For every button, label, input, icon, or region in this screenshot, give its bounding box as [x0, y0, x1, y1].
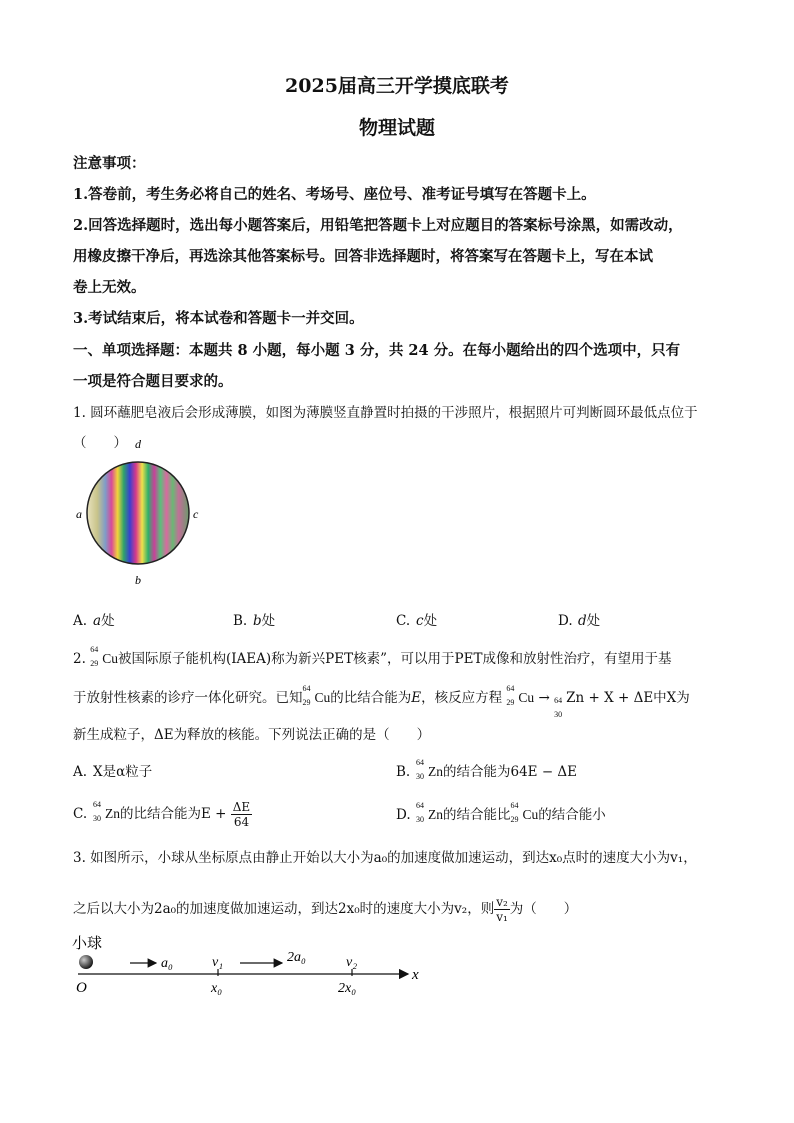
q3-motion-figure [68, 930, 428, 1000]
q1-label-d: d [135, 437, 141, 451]
q3-ratio-fraction: $\frac{\text{v₂}}{\text{v₁}}$ [496, 895, 508, 924]
q2-option-a[interactable]: A. X是α粒子 [73, 764, 153, 780]
q2-option-d[interactable]: D. 64 30 Zn的结合能比 64 29 Cu的结合能小 [396, 801, 606, 824]
q1-interference-figure [72, 434, 212, 594]
q2-option-c[interactable]: C. 64 30 Zn的比结合能为E + $\frac{\Delta E}{64}$ [73, 800, 251, 829]
notice-item-2-line-1: 2.回答选择题时，选出每小题答案后，用铅笔把答题卡上对应题目的答案标号涂黑，如需改动， [73, 217, 683, 234]
q2-stem-line-2: 于放射性核素的诊疗一体化研究。已知 64 29 Cu的比结合能为E，核反应方程 64 29 Cu → 64 30 Zn + X + ΔE中X为 [73, 684, 690, 719]
q1-label-a: a [76, 507, 82, 521]
q2-option-b[interactable]: B. 64 30 Zn的结合能为64E − ΔE [396, 758, 578, 781]
v1-label: v₁ [212, 955, 224, 970]
notice-item-1: 1.答卷前，考生务必将自己的姓名、考场号、座位号、准考证号填写在答题卡上。 [73, 186, 596, 203]
q1-option-b[interactable]: B. b处 [233, 613, 276, 629]
q1-stem-line-2: （ ） [73, 435, 127, 451]
2a0-label: 2a₀ [287, 950, 306, 965]
section-1-heading-line-1: 一、单项选择题：本题共 8 小题，每小题 3 分，共 24 分。在每小题给出的四个选项中，只有 [73, 342, 681, 359]
ball [79, 955, 93, 969]
reaction-equation: 64 29 Cu [506, 684, 535, 707]
q2-c-fraction: $\frac{\Delta E}{64}$ [232, 800, 251, 829]
a0-label: a₀ [161, 956, 173, 971]
q1-option-c[interactable]: C. c处 [396, 613, 438, 629]
q1-option-a[interactable]: A. a处 [73, 613, 115, 629]
soap-film-ring [87, 462, 189, 564]
q3-stem-line-2: 之后以大小为2a₀的加速度做加速运动，到达2x₀时的速度大小为v₂，则 $\frac{\text{v₂}}{\text{v₁}}$ 为（ ） [73, 895, 578, 924]
notice-item-2-line-2: 用橡皮擦干净后，再选涂其他答案标号。回答非选择题时，将答案写在答题卡上，写在本试 [73, 248, 653, 265]
q3-stem-line-1: 3. 如图所示，小球从坐标原点由静止开始以大小为a₀的加速度做加速运动，到达x₀点时的速度大小为v₁， [73, 850, 697, 866]
q2-stem-line-3: 新生成粒子，ΔE为释放的核能。下列说法正确的是（ ） [73, 727, 431, 743]
notice-item-3: 3.考试结束后，将本试卷和答题卡一并交回。 [73, 310, 364, 327]
q1-stem-line-1: 1. 圆环蘸肥皂液后会形成薄膜，如图为薄膜竖直静置时拍摄的干涉照片，根据照片可判断圆环最低点位于 [73, 405, 698, 421]
origin-label: O [76, 980, 87, 996]
x-axis-label: x [412, 967, 419, 983]
exam-subject: 物理试题 [358, 117, 435, 139]
exam-title: 2025届高三开学摸底联考 [285, 75, 509, 97]
v2-label: v₂ [346, 955, 358, 970]
notice-heading: 注意事项： [73, 155, 146, 172]
2x0-label: 2x₀ [338, 981, 357, 996]
q1-option-d[interactable]: D. d处 [558, 613, 601, 629]
q1-label-b: b [135, 573, 141, 587]
x0-label: x₀ [211, 981, 223, 996]
ball-label: 小球 [72, 936, 103, 952]
section-1-heading-line-2: 一项是符合题目要求的。 [73, 373, 233, 390]
q2-stem-line-1: 2. 64 29 Cu被国际原子能机构(IAEA)称为新兴PET核素”，可以用于PET成像和放射性治疗，有望用于基 [73, 645, 672, 668]
notice-item-2-line-3: 卷上无效。 [73, 279, 146, 296]
cu-64-nuclide: 64 29 Cu [90, 645, 118, 668]
q1-label-c: c [193, 507, 199, 521]
